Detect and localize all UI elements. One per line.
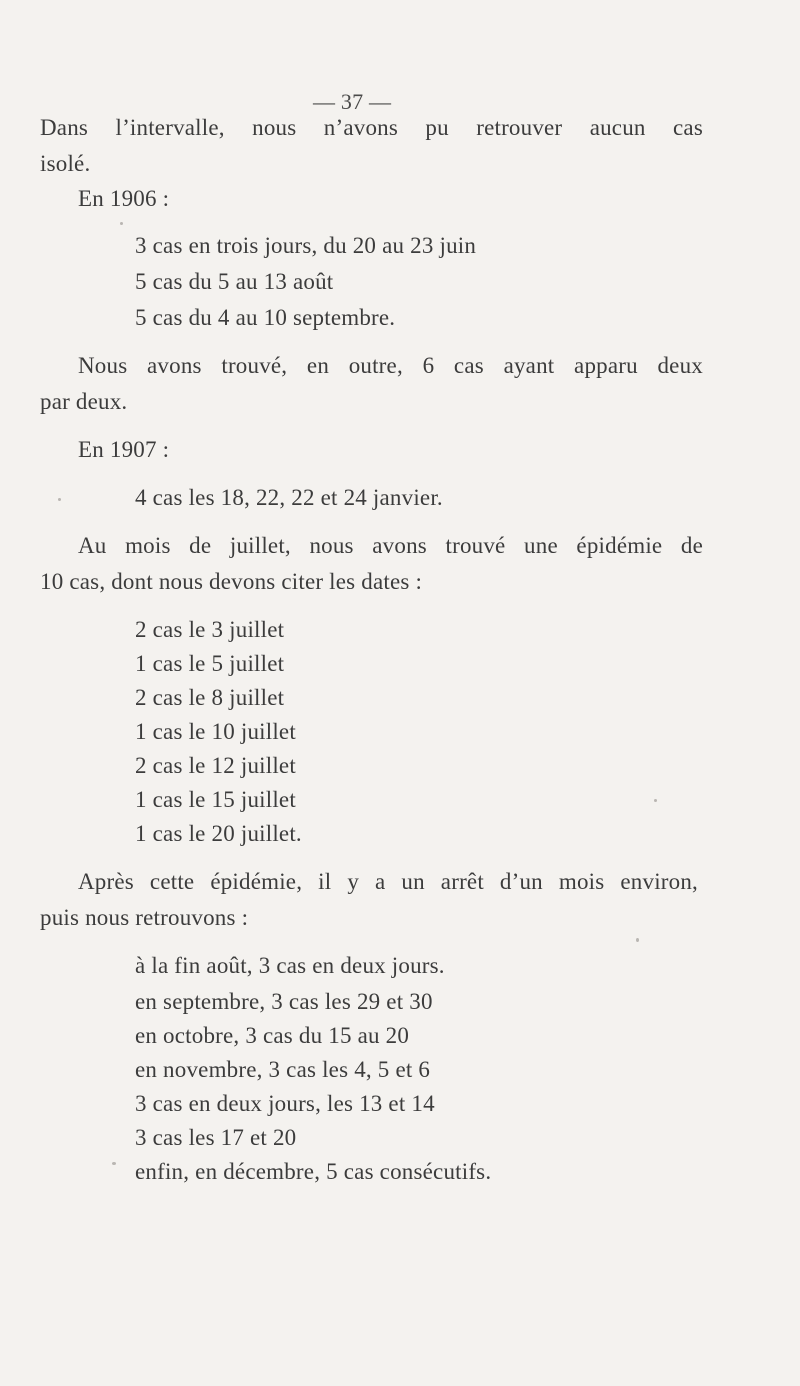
text-line: enfin, en décembre, 5 cas consécutifs. <box>135 1159 492 1184</box>
text-line: 1 cas le 20 juillet. <box>135 821 302 846</box>
text-line: 5 cas du 4 au 10 septembre. <box>135 305 396 330</box>
text-line: Après cette épidémie, il y a un arrêt d’un mois environ, <box>78 869 698 894</box>
text-line: 1 cas le 15 juillet <box>135 787 296 812</box>
text-line: 3 cas en deux jours, les 13 et 14 <box>135 1091 435 1116</box>
text-line: par deux. <box>40 389 128 414</box>
paper-speck <box>654 799 657 802</box>
paper-speck <box>636 938 639 942</box>
text-line: 4 cas les 18, 22, 22 et 24 janvier. <box>135 485 443 510</box>
text-line: en novembre, 3 cas les 4, 5 et 6 <box>135 1057 431 1082</box>
text-line: 2 cas le 12 juillet <box>135 753 296 778</box>
paper-speck <box>120 222 123 225</box>
text-line: 1 cas le 10 juillet <box>135 719 296 744</box>
paper-speck <box>112 1162 116 1165</box>
text-line: 5 cas du 5 au 13 août <box>135 269 334 294</box>
text-line: 3 cas les 17 et 20 <box>135 1125 297 1150</box>
text-line: isolé. <box>40 151 91 176</box>
text-line: puis nous retrouvons : <box>40 905 249 930</box>
text-line: Dans l’intervalle, nous n’avons pu retrouver aucun cas <box>40 115 703 140</box>
text-line: 10 cas, dont nous devons citer les dates : <box>40 569 423 594</box>
text-line: Nous avons trouvé, en outre, 6 cas ayant apparu deux <box>78 353 703 378</box>
text-line: 3 cas en trois jours, du 20 au 23 juin <box>135 233 477 258</box>
text-line: 1 cas le 5 juillet <box>135 651 285 676</box>
page-number: — 37 — <box>313 89 392 114</box>
paper-speck <box>58 498 61 501</box>
text-line: en octobre, 3 cas du 15 au 20 <box>135 1023 410 1048</box>
text-line: En 1906 : <box>78 186 170 211</box>
text-line: 2 cas le 3 juillet <box>135 617 285 642</box>
text-line: Au mois de juillet, nous avons trouvé une épidémie de <box>78 533 703 558</box>
text-line: 2 cas le 8 juillet <box>135 685 285 710</box>
text-line: à la fin août, 3 cas en deux jours. <box>135 953 445 978</box>
text-line: En 1907 : <box>78 437 170 462</box>
text-line: en septembre, 3 cas les 29 et 30 <box>135 989 433 1014</box>
